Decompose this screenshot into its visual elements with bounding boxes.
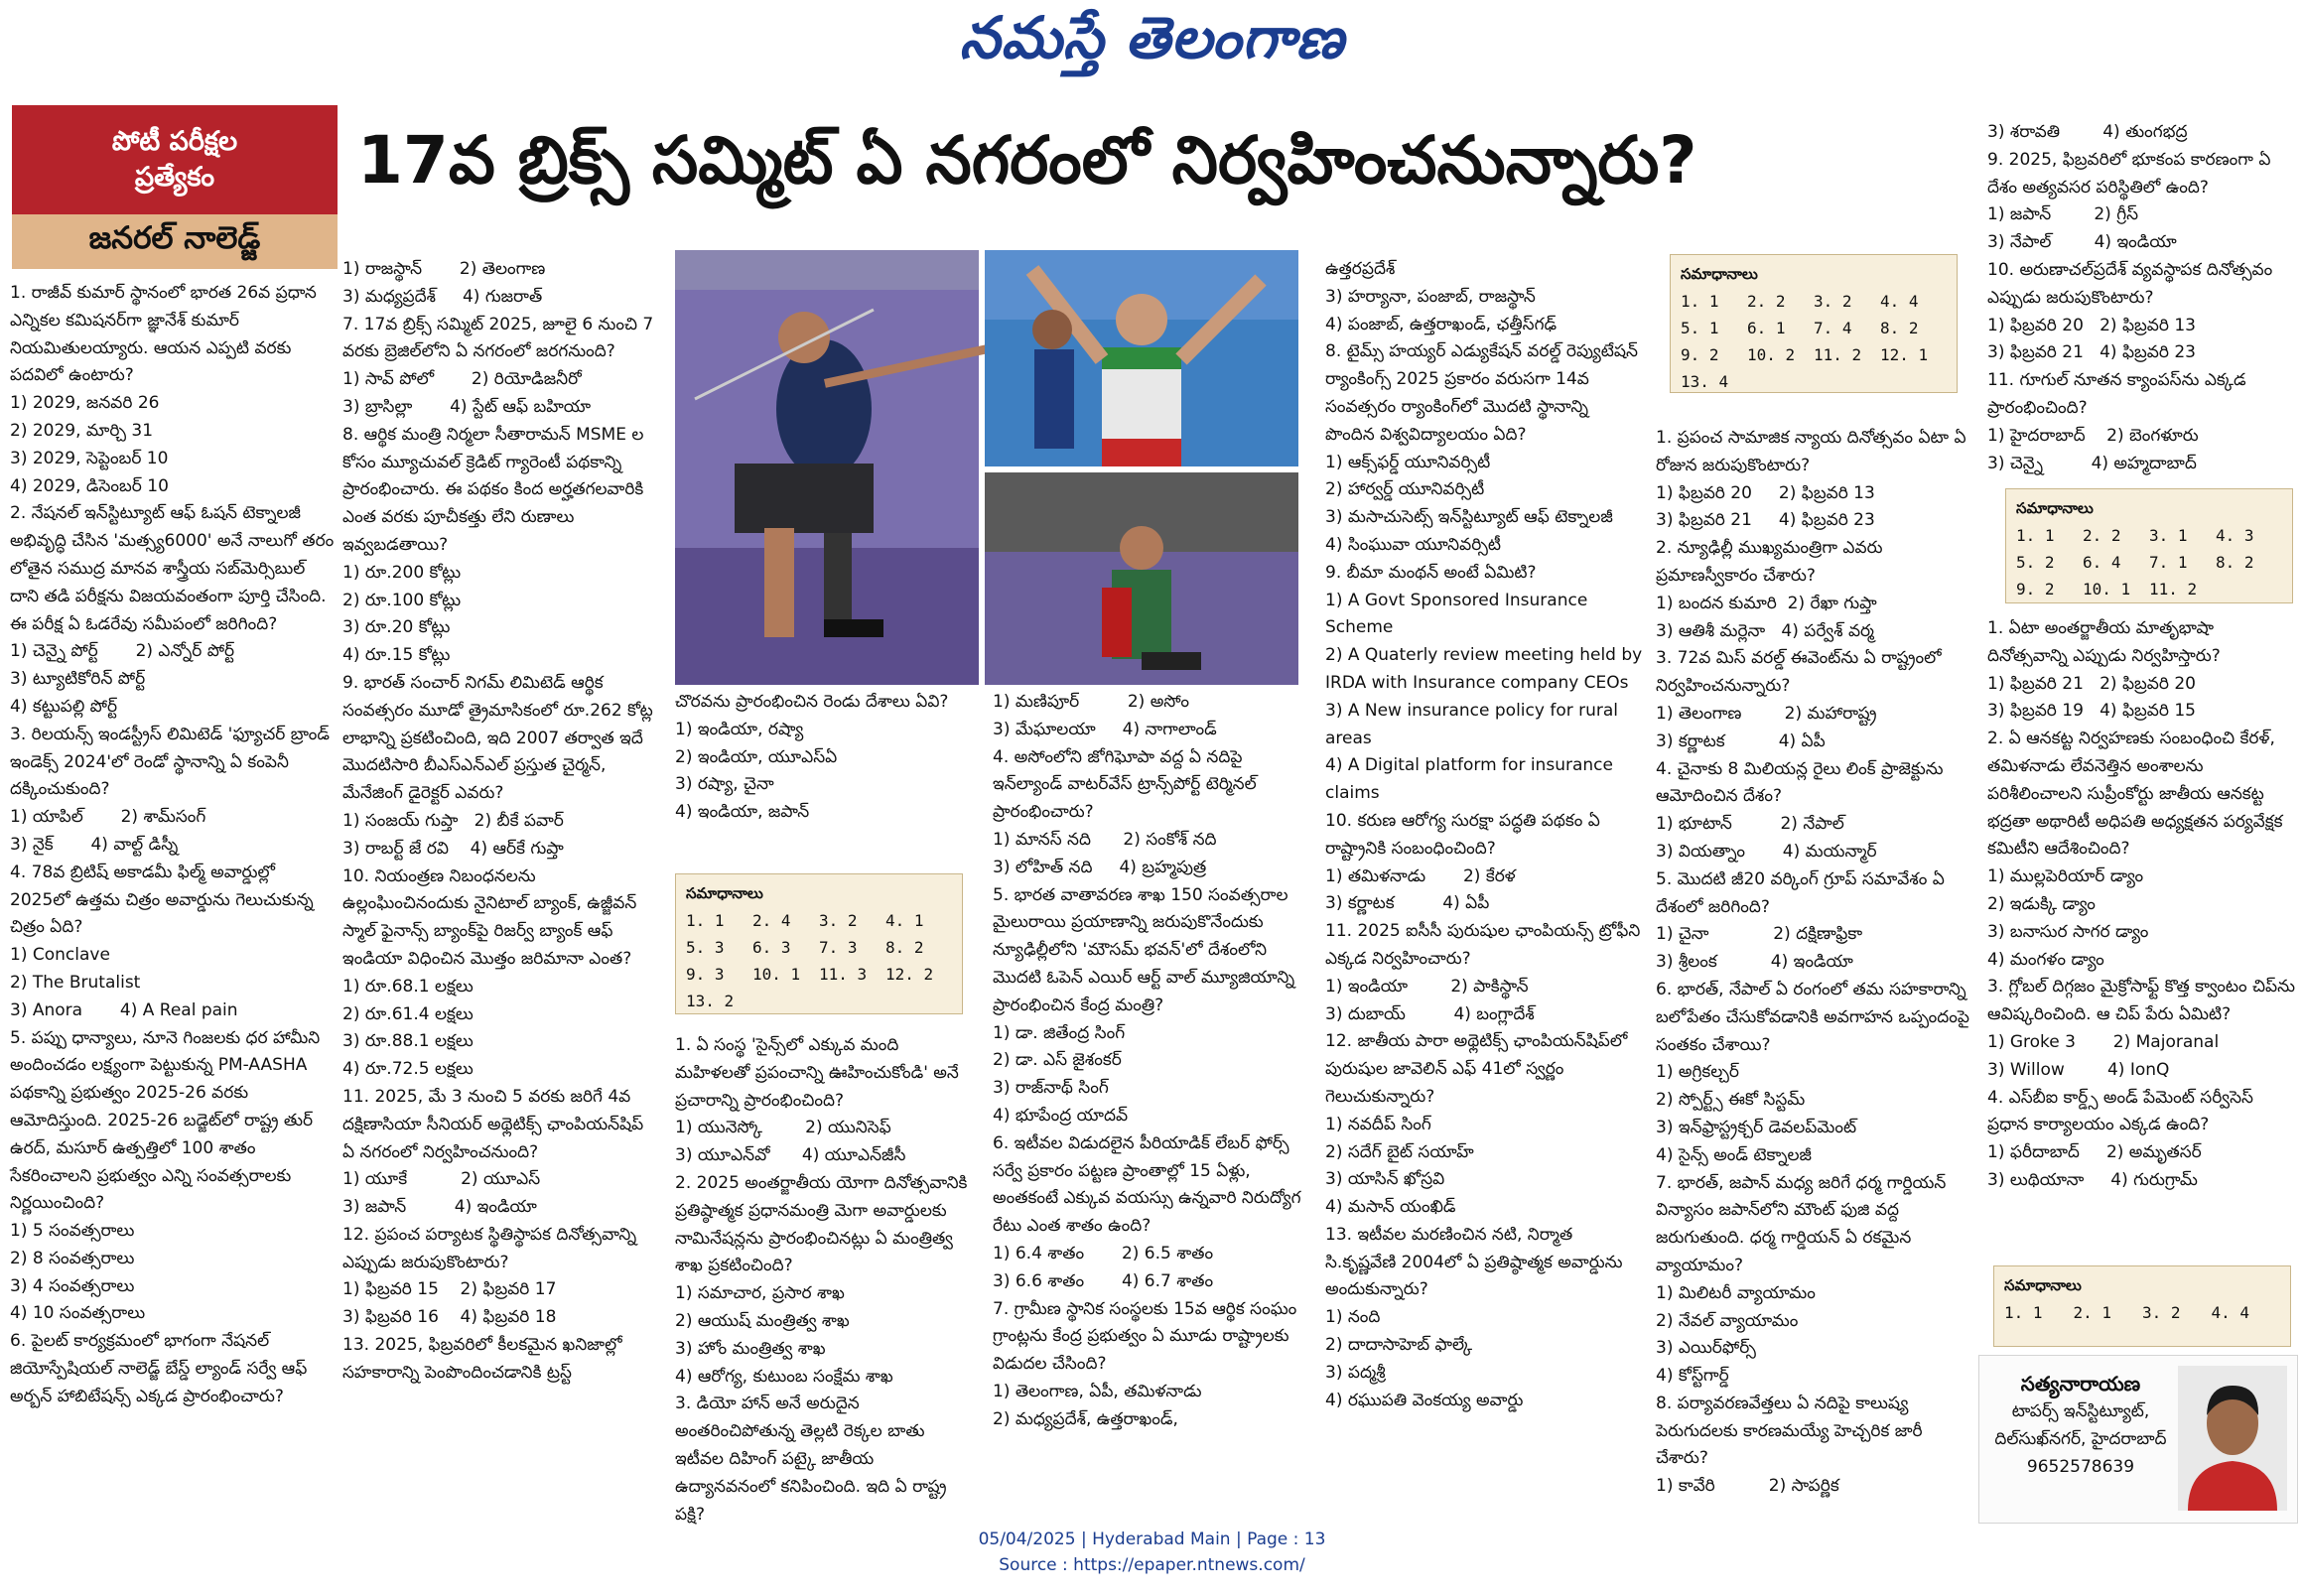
answer-item: 12. 2 [885, 965, 934, 984]
section-line1: పోటీ పరీక్షల [111, 125, 238, 157]
answer-item: 8. 2 [1880, 319, 1919, 337]
answer-item: 1. 1 [2004, 1303, 2043, 1322]
answer-item: 12. 1 [1880, 345, 1929, 364]
footer-source: Source : https://epaper.ntnews.com/ [999, 1555, 1305, 1575]
footer [0, 1527, 2304, 1578]
answer-item: 1. 1 [686, 911, 725, 930]
column-4: 1) మణిపూర్ 2) అసోం 3) మేఘాలయా 4) నాగాలాండ్ 4. అసోంలోని జోగిఘోపా వద్ద ఏ నదిపై ఇన్‌ల్యాండ్ వాటర్‌వేస్ ట్రాన్స్‌పోర్ట్ టెర్మినల్ ప్రారంభించారు? 1) మానస్ నది 2) సంకోశ్ నది 3) లోహిత్ నది 4) బ్రహ్మపుత్ర 5. భారత వాతావరణ శాఖ 150 సంవత్సరాల మైలురాయి ప్రయాణాన్ని జరుపుకొనేందుకు న్యూఢిల్లీలోని 'మౌసమ్ భవన్'లో దేశంలోని మొదటి ఓపెన్ ఎయిర్ ఆర్ట్ వాల్ మ్యూజియాన్ని ప్రారంభించిన కేంద్ర మంత్రి? 1) డా. జితేంద్ర సింగ్ 2) డా. ఎస్ జైశంకర్ 3) రాజ్‌నాథ్ సింగ్ 4) భూపేంద్ర యాదవ్ 6. ఇటీవల విడుదలైన పీరియాడిక్ లేబర్ ఫోర్స్ సర్వే ప్రకారం పట్టణ ప్రాంతాల్లో 15 ఏళ్లు, అంతకంటే ఎక్కువ వయస్సు ఉన్నవారి నిరుద్యోగ రేటు ఎంత శాతం ఉంది? 1) 6.4 శాతం 2) 6.5 శాతం 3) 6.6 శాతం 4) 6.7 శాతం 7. గ్రామీణ స్థానిక సంస్థలకు 15వ ఆర్థిక సంఘం గ్రాంట్లను కేంద్ర ప్రభుత్వం ఏ మూడు రాష్ట్రాలకు విడుదల చేసింది? 1) తెలంగాణ, ఏపీ, తమిళనాడు 2) మధ్యప్రదేశ్, ఉత్తరాఖండ్, [993, 692, 1301, 1429]
answer-item: 7. 3 [819, 938, 858, 957]
author-institute: టాపర్స్ ఇన్‌స్టిట్యూట్, [2011, 1401, 2150, 1421]
answer-item: 6. 1 [1747, 319, 1786, 337]
answer-item: 8. 2 [885, 938, 924, 957]
answer-box-2 [1670, 254, 1958, 393]
column-7-bottom: 1. ఏటా అంతర్జాతీయ మాతృభాషా దినోత్సవాన్ని ఎప్పుడు నిర్వహిస్తారు? 1) ఫిబ్రవరి 21 2) ఫిబ్రవరి 20 3) ఫిబ్రవరి 19 4) ఫిబ్రవరి 15 2. ఏ ఆనకట్ట నిర్వహణకు సంబంధించి కేరళ్, తమిళనాడు లేవనెత్తిన అంశాలను పరిశీలించాలని సుప్రీంకోర్టు జాతీయ ఆనకట్ట భద్రతా అథారిటీ అధిపతి అధ్యక్షతన పర్యవేక్షక కమిటీని ఆదేశించింది? 1) ముల్లపెరియార్ డ్యాం 2) ఇడుక్కి డ్యాం 3) బనాసుర సాగర డ్యాం 4) మంగళం డ్యాం 3. గ్లోబల్ దిగ్గజం మైక్రోసాఫ్ట్ కొత్త క్వాంటం చిప్‌ను ఆవిష్కరించింది. ఆ చిప్ పేరు ఏమిటి? 1) Groke 3 2) Majoranal 3) Willow 4) IonQ 4. ఎస్‌బీఐ కార్డ్స్ అండ్ పేమెంట్ సర్వీసెస్ ప్రధాన కార్యాలయం ఎక్కడ ఉంది? 1) ఫరీదాబాద్ 2) అమృతసర్ 3) లుథియానా 4) గురుగ్రామ్ [1987, 618, 2295, 1190]
masthead [0, 4, 2304, 75]
answer-item: 4. 3 [2216, 526, 2254, 545]
answer-item: 3. 2 [1814, 292, 1852, 311]
section-subtitle: జనరల్ నాలెడ్జ్ [12, 214, 338, 269]
answer-box-2-title: సమాధానాలు [1681, 265, 1758, 283]
answer-item: 10. 2 [1747, 345, 1796, 364]
answer-item: 11. 2 [1814, 345, 1862, 364]
answer-item: 4. 4 [2211, 1303, 2250, 1322]
answer-item: 1. 1 [2016, 526, 2055, 545]
column-6: 1. ప్రపంచ సామాజిక న్యాయ దినోత్సవం ఏటా ఏ రోజున జరుపుకొంటారు? 1) ఫిబ్రవరి 20 2) ఫిబ్రవరి 13 3) ఫిబ్రవరి 21 4) ఫిబ్రవరి 23 2. న్యూఢిల్లీ ముఖ్యమంత్రిగా ఎవరు ప్రమాణస్వీకారం చేశారు? 1) బందన కుమారి 2) రేఖా గుప్తా 3) ఆతిశీ మర్లెనా 4) పర్వేశ్ వర్మ 3. 72వ మిస్ వరల్డ్ ఈవెంట్‌ను ఏ రాష్ట్రంలో నిర్వహించనున్నారు? 1) తెలంగాణ 2) మహారాష్ట్ర 3) కర్ణాటక 4) ఏపీ 4. చైనాకు 8 మిలియన్ల రైలు లింక్ ప్రాజెక్టును ఆమోదించిన దేశం? 1) భూటాన్ 2) నేపాల్ 3) వియత్నాం 4) మయన్మార్ 5. మొదటి జీ20 వర్కింగ్ గ్రూప్ సమావేశం ఏ దేశంలో జరిగింది? 1) చైనా 2) దక్షిణాఫ్రికా 3) శ్రీలంక 4) ఇండియా 6. భారత్, నేపాల్ ఏ రంగంలో తమ సహకారాన్ని బలోపేతం చేసుకోవడానికి అవగాహన ఒప్పందంపై సంతకం చేశాయి? 1) అగ్రికల్చర్ 2) స్పోర్ట్స్ ఈకో సిస్టమ్ 3) ఇన్‌ఫ్రాస్ట్రక్చర్ డెవలప్‌మెంట్ 4) సైన్స్ అండ్ టెక్నాలజీ 7. భారత్, జపాన్ మధ్య జరిగే ధర్మ గార్డియన్ విన్యాసం జపాన్‌లోని మౌంట్ ఫుజి వద్ద జరుగుతుంది. ధర్మ గార్డియన్ ఏ రకమైన వ్యాయామం? 1) మిలిటరీ వ్యాయామం 2) నేవల్ వ్యాయామం 3) ఎయిర్‌ఫోర్స్ 4) కోస్ట్‌గార్డ్ 8. పర్యావరణవేత్తలు ఏ నదిపై కాలుష్య పెరుగుదలకు కారణమయ్యే హెచ్చరిక జారీ చేశారు? 1) కావేరి 2) సాపర్ణిక [1656, 428, 1969, 1497]
answer-item: 7. 4 [1814, 319, 1852, 337]
author-name: సత్యనారాయణ [2020, 1372, 2141, 1396]
answer-item: 6. 3 [752, 938, 791, 957]
column-3-bottom: 1. ఏ సంస్థ 'సైన్స్‌లో ఎక్కువ మంది మహిళలతో ప్రపంచాన్ని ఊహించుకోండి' అనే ప్రచారాన్ని ప్రారంభించింది? 1) యునెస్కో 2) యునిసెఫ్ 3) యూఎన్‌వో 4) యూఎన్‌జీసీ 2. 2025 అంతర్జాతీయ యోగా దినోత్సవానికి ప్రతిష్ఠాత్మక ప్రధానమంత్రి మెగా అవార్డులకు నామినేషన్లను ప్రారంభించినట్లు ఏ మంత్రిత్వ శాఖ ప్రకటించింది? 1) సమాచార, ప్రసార శాఖ 2) ఆయుష్ మంత్రిత్వ శాఖ 3) హోం మంత్రిత్వ శాఖ 4) ఆరోగ్య, కుటుంబ సంక్షేమ శాఖ 3. డియో హాన్ అనే అరుదైన అంతరించిపోతున్న తెల్లటి రెక్కల బాతు ఇటీవల దిహింగ్ పట్కై జాతీయ ఉద్యానవనంలో కనిపించింది. ఇది ఏ రాష్ట్ర పక్షి? [675, 1035, 968, 1525]
answer-box-3 [2005, 488, 2293, 603]
answer-box-4 [1993, 1265, 2291, 1347]
answer-item: 5. 2 [2016, 553, 2055, 572]
answer-item: 10. 1 [2083, 580, 2131, 598]
answer-item: 13. 4 [1681, 372, 1729, 391]
answer-item: 11. 2 [2149, 580, 2198, 598]
answer-item: 2. 1 [2073, 1303, 2112, 1322]
answer-item: 5. 1 [1681, 319, 1719, 337]
answer-item: 3. 1 [2149, 526, 2188, 545]
athletes-photo [675, 250, 1298, 685]
answer-item: 5. 3 [686, 938, 725, 957]
answer-item: 4. 4 [1880, 292, 1919, 311]
section-line2: ప్రత్యేకం [134, 162, 215, 193]
answer-item: 6. 4 [2083, 553, 2121, 572]
answer-box-3-title: సమాధానాలు [2016, 499, 2094, 517]
answer-item: 11. 3 [819, 965, 868, 984]
answer-item: 1. 1 [1681, 292, 1719, 311]
photo-collage [675, 250, 1298, 685]
answer-item: 3. 2 [819, 911, 858, 930]
answer-item: 13. 2 [686, 992, 735, 1010]
section-box [12, 105, 338, 269]
answer-item: 9. 2 [2016, 580, 2055, 598]
answer-item: 2. 2 [1747, 292, 1786, 311]
author-portrait [2178, 1366, 2287, 1511]
column-3-top: చొరవను ప్రారంభించిన రెండు దేశాలు ఏవి? 1) ఇండియా, రష్యా 2) ఇండియా, యూఎస్ఏ 3) రష్యా, చైనా 4) ఇండియా, జపాన్ [675, 692, 949, 823]
footer-date-page: 05/04/2025 | Hyderabad Main | Page : 13 [978, 1530, 1326, 1549]
column-1: 1. రాజీవ్ కుమార్ స్థానంలో భారత 26వ ప్రధాన ఎన్నికల కమిషనర్‌గా జ్ఞానేశ్ కుమార్ నియమితులయ్యారు. ఆయన ఎప్పటి వరకు పదవిలో ఉంటారు? 1) 2029, జనవరి 26 2) 2029, మార్చి 31 3) 2029, సెప్టెంబర్ 10 4) 2029, డిసెంబర్ 10 2. నేషనల్ ఇన్‌స్టిట్యూట్ ఆఫ్ ఓషన్ టెక్నాలజీ అభివృద్ధి చేసిన 'మత్స్య6000' అనే నాలుగో తరం లోతైన సముద్ర మానవ శాస్త్రీయ సబ్‌మెర్సిబుల్ దాని తడి పరీక్షను విజయవంతంగా పూర్తి చేసింది. ఈ పరీక్ష ఏ ఓడరేవు సమీపంలో జరిగింది? 1) చెన్నై పోర్ట్ 2) ఎన్నోర్ పోర్ట్ 3) ట్యూటికోరిన్ పోర్ట్ 4) కట్టుపల్లి పోర్ట్ 3. రిలయన్స్ ఇండస్ట్రీస్ లిమిటెడ్ 'ఫ్యూచర్ బ్రాండ్ ఇండెక్స్ 2024'లో రెండో స్థానాన్ని ఏ కంపెనీ దక్కించుకుంది? 1) యాపిల్ 2) శామ్‌సంగ్ 3) నైక్ 4) వాల్ట్ డిస్నీ 4. 78వ బ్రిటిష్ అకాడమీ ఫిల్మ్ అవార్డుల్లో 2025లో ఉత్తమ చిత్రం అవార్డును గెలుచుకున్న చిత్రం ఏది? 1) Conclave 2) The Brutalist 3) Anora 4) A Real pain 5. పప్పు ధాన్యాలు, నూనె గింజలకు ధర హామీని అందించడం లక్ష్యంగా పెట్టుకున్న PM-AASHA పథకాన్ని ప్రభుత్వం 2025-26 వరకు ఆమోదిస్తుంది. 2025-26 బడ్జెట్‌లో రాష్ట్ర తుర్ ఉరద్, మసూర్ ఉత్పత్తిలో 100 శాతం సేకరించాలని ప్రభుత్వం ఎన్ని సంవత్సరాలకు నిర్ణయించింది? 1) 5 సంవత్సరాలు 2) 8 సంవత్సరాలు 3) 4 సంవత్సరాలు 4) 10 సంవత్సరాలు 6. పైలట్ కార్యక్రమంలో భాగంగా నేషనల్ జియోస్పేషియల్ నాలెడ్జ్ బేస్డ్ ల్యాండ్ సర్వే ఆఫ్ అర్బన్ హాబిటేషన్స్ ఎక్కడ ప్రారంభించారు? [10, 283, 335, 1406]
answer-item: 2. 4 [752, 911, 791, 930]
headline: 17వ బ్రిక్స్ సమ్మిట్ ఏ నగరంలో నిర్వహించనున్నారు? [357, 122, 1697, 199]
column-2: 1) రాజస్థాన్ 2) తెలంగాణ 3) మధ్యప్రదేశ్ 4) గుజరాత్ 7. 17వ బ్రిక్స్ సమ్మిట్ 2025, జూలై 6 నుంచి 7 వరకు బ్రెజిల్‌లోని ఏ నగరంలో జరగనుంది? 1) సావ్ పోలో 2) రియోడిజనీరో 3) బ్రాసిల్లా 4) స్టేట్ ఆఫ్ బహియా 8. ఆర్థిక మంత్రి నిర్మలా సీతారామన్ MSME ల కోసం మ్యూచువల్ క్రెడిట్ గ్యారెంటీ పథకాన్ని ప్రారంభించారు. ఈ పథకం కింద అర్హతగలవారికి ఎంత వరకు పూచీకత్తు లేని రుణాలు ఇవ్వబడతాయి? 1) రూ.200 కోట్లు 2) రూ.100 కోట్లు 3) రూ.20 కోట్లు 4) రూ.15 కోట్లు 9. భారత్ సంచార్ నిగమ్ లిమిటెడ్ ఆర్థిక సంవత్సరం మూడో త్రైమాసికంలో రూ.262 కోట్ల లాభాన్ని ప్రకటించింది, ఇది 2007 తర్వాత ఇదే మొదటిసారి బీఎస్‌ఎన్‌ఎల్ ప్రస్తుత చైర్మన్, మేనేజింగ్ డైరెక్టర్ ఎవరు? 1) సంజయ్ గుప్తా 2) బీకే పవార్ 3) రాబర్ట్ జే రవి 4) ఆర్‌కే గుప్తా 10. నియంత్రణ నిబంధనలను ఉల్లంఘించినందుకు నైనిటాల్ బ్యాంక్, ఉజ్జీవన్ స్మాల్ ఫైనాన్స్ బ్యాంక్‌పై రిజర్వ్ బ్యాంక్ ఆఫ్ ఇండియా విధించిన మొత్తం జరిమానా ఎంత? 1) రూ.68.1 లక్షలు 2) రూ.61.4 లక్షలు 3) రూ.88.1 లక్షలు 4) రూ.72.5 లక్షలు 11. 2025, మే 3 నుంచి 5 వరకు జరిగే 4వ దక్షిణాసియా సీనియర్ అథ్లెటిక్స్ ఛాంపియన్‌షిప్ ఏ నగరంలో నిర్వహించనుంది? 1) యూకే 2) యూఎస్ 3) జపాన్ 4) ఇండియా 12. ప్రపంచ పర్యాటక స్థితిస్థాపక దినోత్సవాన్ని ఎప్పుడు జరుపుకొంటారు? 1) ఫిబ్రవరి 15 2) ఫిబ్రవరి 17 3) ఫిబ్రవరి 16 4) ఫిబ్రవరి 18 13. 2025, ఫిబ్రవరిలో కీలకమైన ఖనిజాల్లో సహకారాన్ని పెంపొందించడానికి ట్రస్ట్ [342, 259, 654, 1383]
author-phone: 9652578639 [2026, 1457, 2135, 1477]
author-box [1978, 1355, 2298, 1524]
answer-item: 9. 3 [686, 965, 725, 984]
answer-box-4-title: సమాధానాలు [2004, 1276, 2082, 1294]
answer-box-1-title: సమాధానాలు [686, 884, 763, 902]
column-5: ఉత్తరప్రదేశ్ 3) హర్యానా, పంజాబ్, రాజస్థాన్ 4) పంజాబ్, ఉత్తరాఖండ్, ఛత్తీస్‌గఢ్ 8. టైమ్స్ హయ్యర్ ఎడ్యుకేషన్ వరల్డ్ రెప్యుటేషన్ ర్యాంకింగ్స్ 2025 ప్రకారం వరుసగా 14వ సంవత్సరం ర్యాంకింగ్‌లో మొదటి స్థానాన్ని పొందిన విశ్వవిద్యాలయం ఏది? 1) ఆక్స్‌ఫర్డ్ యూనివర్సిటీ 2) హార్వర్డ్ యూనివర్సిటీ 3) మసాచుసెట్స్ ఇన్‌స్టిట్యూట్ ఆఫ్ టెక్నాలజీ 4) సింఘువా యూనివర్సిటీ 9. బీమా మంథన్ అంటే ఏమిటి? 1) A Govt Sponsored Insurance Scheme 2) A Quaterly review meeting held by IRDA with Insurance company CEOs 3) A New insurance policy for rural areas 4) A Digital platform for insurance claims 10. కరుణ ఆరోగ్య సురక్షా పద్ధతి పథకం ఏ రాష్ట్రానికి సంబంధించింది? 1) తమిళనాడు 2) కేరళ 3) కర్ణాటక 4) ఏపీ 11. 2025 ఐసీసీ పురుషుల ఛాంపియన్స్ ట్రోఫీని ఎక్కడ నిర్వహించారు? 1) ఇండియా 2) పాకిస్థాన్ 3) దుబాయ్ 4) బంగ్లాదేశ్ 12. జాతీయ పారా అథ్లెటిక్స్ ఛాంపియన్‌షిప్‌లో పురుషుల జావెలిన్ ఎఫ్ 41లో స్వర్ణం గెలుచుకున్నారు? 1) నవదీప్ సింగ్ 2) సదేగ్ బైట్ సయాహ్ 3) యాసిన్ ఖోస్రవి 4) మసాన్ యంఖిడ్ 13. ఇటీవల మరణించిన నటి, నిర్మాత సి.కృష్ణవేణి 2004లో ఏ ప్రతిష్ఠాత్మక అవార్డును అందుకున్నారు? 1) నంది 2) దాదాసాహెబ్ ఫాల్కే 3) పద్మశ్రీ 4) రఘుపతి వెంకయ్య అవార్డు [1325, 259, 1643, 1410]
author-location: దిల్‌సుఖ్‌నగర్, హైదరాబాద్ [1994, 1429, 2167, 1449]
answer-item: 2. 2 [2083, 526, 2121, 545]
answer-item: 7. 1 [2149, 553, 2188, 572]
masthead-logo: నమస్తే తెలంగాణ [959, 4, 1345, 71]
answer-item: 9. 2 [1681, 345, 1719, 364]
answer-item: 10. 1 [752, 965, 801, 984]
answer-box-1 [675, 873, 963, 1014]
column-7-top: 3) శరావతి 4) తుంగభద్ర 9. 2025, ఫిబ్రవరిలో భూకంప కారణంగా ఏ దేశం అత్యవసర పరిస్థితిలో ఉంది? 1) జపాన్ 2) గ్రీస్ 3) నేపాల్ 4) ఇండియా 10. అరుణాచల్‌ప్రదేశ్ వ్యవస్థాపక దినోత్సవం ఎప్పుడు జరుపుకొంటారు? 1) ఫిబ్రవరి 20 2) ఫిబ్రవరి 13 3) ఫిబ్రవరి 21 4) ఫిబ్రవరి 23 11. గూగుల్ నూతన క్యాంపస్‌ను ఎక్కడ ప్రారంభించింది? 1) హైదరాబాద్ 2) బెంగళూరు 3) చెన్నై 4) అహ్మదాబాద్ [1987, 122, 2273, 473]
answer-item: 8. 2 [2216, 553, 2254, 572]
section-title [12, 105, 338, 214]
answer-item: 3. 2 [2142, 1303, 2181, 1322]
answer-item: 4. 1 [885, 911, 924, 930]
